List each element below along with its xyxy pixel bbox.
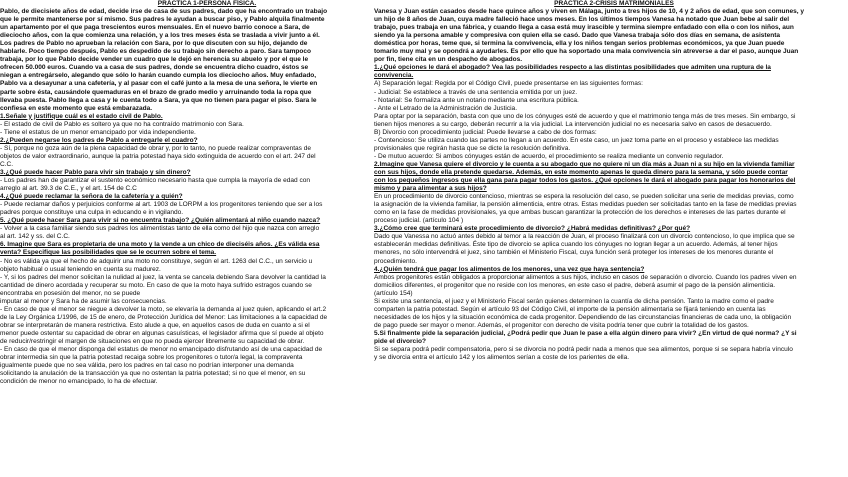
practice-2-line: doméstica por horas, teme que, si termina la convivencia, ella y los niños tengan serios problemas económicos, ya que Juan puede: [374, 40, 785, 48]
practice-1-line: obrar intermedia sin que la patria potestad recaiga sobre los progenitores o tutor/a legal, la compraventa: [0, 354, 303, 362]
practice-1-line: 1.Señale y justifique cuál es el estado civil de Pablo.: [0, 112, 163, 120]
practice-2-line: mismo y para alimentar a sus hijos?: [374, 185, 487, 193]
practice-2-line: - Judicial: Se establece a través de una sentencia emitida por un juez.: [374, 88, 578, 96]
practice-2-line: B) Divorcio con procedimiento judicial: Puede llevarse a cabo de dos formas:: [374, 128, 597, 136]
practice-1-line: 2.¿Pueden negarse los padres de Pablo a entregarle el cuadro?: [0, 136, 198, 144]
practice-2-line: convivencia.: [374, 72, 414, 80]
practice-1-line: al art. 142 y ss. del C.C.: [0, 233, 70, 241]
practice-2-title: PRÁCTICA 2-CRISIS MATRIMONIALES: [554, 0, 674, 7]
practice-2-line: Para optar por la separación, basta con que uno de los cónyuges esté de acuerdo y que el matrimonio tenga más de tres meses. Sin embargo, si: [374, 112, 796, 120]
practice-2-line: proceso judicial. (artículo 104 ): [374, 217, 464, 225]
practice-1-line: - Tiene el estatus de un menor emancipado por vida independiente.: [0, 128, 196, 136]
practice-1-line: Pablo, de diecisiete años de edad, decide irse de casa de sus padres, dado que ha encontrado un trabajo: [0, 8, 328, 16]
practice-1-line: menor puede ostentar su capacidad de obrar en algunas casuísticas, el legislador afirma que sí puede al objeto: [0, 329, 324, 337]
practice-1-line: - En caso de que el menor se niegue a devolver la moto, se elevaría la demanda al juez quien, aplicando el art.2: [0, 305, 327, 313]
practice-1-line: padres porque constituye una culpa in educando e in vigilando.: [0, 209, 184, 217]
practice-2-line: 1.¿Qué opciones le dará el abogado? Vea las posibilidades respecto a las distintas posibilidades que admiten una ruptura de la: [374, 64, 771, 72]
practice-1-line: Los padres de Pablo no aprueban la relación con Sara, por lo que discuten con su hijo, dejando de: [0, 40, 308, 48]
practice-2-line: tienen hijos menores a su cargo, deberán recurrir a la vía judicial. La intervención judicial no es necesaria salvo en casos de desacuerdo.: [374, 120, 772, 128]
practice-1-body: [0, 8, 414, 386]
practice-1-line: encontraba en posesión del menor, no se puede: [0, 289, 141, 297]
practice-1-line: venta? Especifique las posibilidades que se le ocurren sobre el tema.: [0, 249, 217, 257]
practice-1-line: imputar al menor y Sara ha de asumir las consecuencias.: [0, 297, 167, 305]
practice-1-line: que le permite mantenerse por sí mismo. Sus padres le ayudan a buscar piso, y Pablo alquila finalmente: [0, 16, 325, 24]
practice-1-line: obrar se interpretarán de manera restrictiva. Esto alude a que, en aquellos casos de duda en cuanto a si el: [0, 321, 310, 329]
practice-1-line: objeto habitual o usual teniendo en cuenta su madurez.: [0, 265, 161, 273]
practice-1-column: [0, 0, 414, 386]
practice-1-line: - Los padres han de garantizar el sustento económico necesario hasta que cumpla la mayoría de edad con: [0, 177, 311, 185]
practice-2-line: Dado que Vanessa no actuó antes debido al temor a la reacción de Juan, el proceso finalizará con un divorcio contencioso, lo que implica que se: [374, 233, 795, 241]
practice-1-line: un apartamento por el que paga trescientos euros mensuales. En el nuevo barrio conoce a Sara, de: [0, 24, 310, 32]
practice-2-line: 2.Imagine que Vanesa quiere el divorcio y le cuenta a su abogado que no quiere ni un día más a Juan ni a su hijo en la vivienda familiar: [374, 160, 795, 168]
practice-1-line: - Volver a la casa familiar siendo sus padres los alimentistas tanto de ella como del hijo que nazca con arreglo: [0, 225, 320, 233]
practice-2-line: con los pequeños ingresos que ella gana para pagar todos los gastos. ¿Qué opciones le dará el abogado para pagar los honorarios del: [374, 177, 796, 185]
practice-1-line: 5. ¿Qué puede hacer Sara para vivir si no encuentra trabajo? ¿Quién alimentará al niño cuando nazca?: [0, 217, 321, 225]
practice-2-line: pide el divorcio?: [374, 337, 427, 345]
practice-1-line: C.C.: [0, 160, 14, 168]
practice-2-column: [374, 0, 848, 362]
practice-2-line: con sus hijos, donde ella pretende quedarse. Además, en este momento apenas le queda dinero para la semana, y sólo puede contar: [374, 168, 788, 176]
practice-2-line: 4.¿Quién tendrá que pagar los alimentos de los menores, una vez que haya sentencia?: [374, 265, 645, 273]
practice-1-line: igualmente puede que no sea válida, pero los padres en tal caso no podrían interponer una demanda: [0, 362, 294, 370]
practice-2-line: un hijo de 8 años de Juan, cuya madre falleció hace unos meses. En los últimos tiempos Vanesa ha notado que Juan bebe al salir del: [374, 16, 790, 24]
practice-1-line: llevaba puesta. Pablo llega a casa y le cuenta todo a Sara, ya que no tienen para pagar el piso. Sara le: [0, 96, 317, 104]
practice-2-line: la asignación de la vivienda familiar, la pensión alimenticia, entre otras. Estas medidas pueden ser solicitadas tanto en la fase de medidas previas: [374, 201, 797, 209]
practice-2-line: Vanesa y Juan están casados desde hace quince años y viven en Málaga, junto a tres hijos de 10, 4 y 2 años de edad, que son comunes, y: [374, 8, 805, 16]
practice-1-title: PRÁCTICA 1-PERSONA FÍSICA.: [157, 0, 257, 7]
practice-2-line: como en la fase de medidas provisionales, ya que ambas buscan garantizar la protección de los derechos e intereses de las partes durante el: [374, 209, 786, 217]
practice-2-line: comparten la patria potestad. Según el artículo 93 del Código Civil, el importe de la pensión alimentaria se fijará teniendo en cuenta las: [374, 305, 766, 313]
practice-2-line: establecerán medidas definitivas. Éste tipo de divorcio se aplica cuando los cónyuges no logran llegar a un acuerdo. Además, al tener hijos: [374, 241, 778, 249]
practice-1-line: arreglo al art. 39.3 de C.E., y el art. 154 de C.C: [0, 185, 137, 193]
practice-2-line: A) Separación legal: Regida por el Código Civil, puede presentarse en las siguientes formas:: [374, 80, 643, 88]
practice-2-line: domicilios diferentes, el progenitor que no reside con los menores, en este caso el padre, deberá asumir el pago de la pensión alimenticia.: [374, 281, 776, 289]
practice-1-line: confiesa en este momento que está embarazada.: [0, 104, 153, 112]
practice-2-line: - Ante el Letrado de la Administración de Justicia.: [374, 104, 518, 112]
practice-2-line: Ambos progenitores están obligados a proporcionar alimentos a sus hijos, incluso en casos de separación o divorcio. Cuando los padres viven en: [374, 273, 797, 281]
practice-1-line: dieciocho años, con la que comienza una relación, y a los tres meses ésta se traslada a vivir junto a él.: [0, 32, 320, 40]
practice-2-line: (artículo 154): [374, 289, 413, 297]
practice-2-line: por fin, tiene cita en un despacho de abogados.: [374, 56, 523, 64]
practice-1-line: ofrecen 50.000 euros. Cuando va a casa de sus padres, donde se encuentra dicho cuadro, éstos se: [0, 64, 309, 72]
practice-2-line: trabajo, pues trabaja en una fábrica, y cuando llega a casa está muy irascible y termina siempre enfadado con ella o con los niños, aun: [374, 24, 794, 32]
practice-2-line: provisionales que regirán hasta que se dicte la resolución definitiva.: [374, 144, 571, 152]
practice-1-line: - No es válida ya que el hecho de adquirir una moto no constituye, según el art. 1263 del C.C., un servicio u: [0, 257, 313, 265]
practice-2-body: [374, 8, 848, 362]
practice-1-line: Pablo va a desayunar a una cafetería, y al pasar con el café junto a la mesa de una señora, le vierte en: [0, 80, 318, 88]
practice-1-line: 6. Imagine que Sara es propietaria de una moto y la vende a un chico de dieciséis años. ¿Es válida esa: [0, 241, 320, 249]
practice-2-line: 3.¿Cómo cree que terminará este procedimiento de divorcio? ¿Habrá medidas definitivas? ¿Por qué?: [374, 225, 691, 233]
practice-1-line: condición de menor no emancipado, lo ha de efectuar.: [0, 378, 158, 386]
practice-2-line: - De mutuo acuerdo: Si ambos cónyuges están de acuerdo, el procedimiento se realiza mediante un convenio regulador.: [374, 152, 724, 160]
practice-1-line: hablarle. Poco tiempo después, Pablo es despedido de su trabajo sin derecho a paro. Sara tampoco: [0, 48, 312, 56]
practice-2-line: - Contencioso: Se utiliza cuando las partes no llegan a un acuerdo. En este caso, un juez toma parte en el proceso y establece las medidas: [374, 136, 779, 144]
practice-1-line: solicitando la anulación de la transacción ya que no ostentan la patria potestad; si no que el menor, en su: [0, 370, 306, 378]
practice-1-line: - Sí, porque no goza aún de la plena capacidad de obrar y, por lo tanto, no puede realizar compraventas de: [0, 144, 312, 152]
practice-1-line: 3.¿Qué puede hacer Pablo para vivir sin trabajo y sin dinero?: [0, 168, 191, 176]
practice-2-line: tomarlo muy mal y se opondrá a ayudarles. Es por ello que ha soportado una mala convivencia sin atreverse a dar el paso, aunque Juan: [374, 48, 799, 56]
practice-2-line: 5.Si finalmente pide la separación judicial, ¿Podrá pedir que Juan le pase a ella algún dinero para vivir? ¿En virtud de qué norma? ¿Y si: [374, 329, 797, 337]
practice-1-line: 4.¿Qué puede reclamar la señora de la cafetería y a quién?: [0, 193, 183, 201]
practice-1-line: objetos de valor extraordinario, aunque la patria potestad haya sido extinguida de acuerdo con el art. 247 del: [0, 152, 316, 160]
practice-2-line: Si se separa podrá pedir compensatoria, pero si se divorcia no podrá pedir nada a menos que sea alimentos, porque si se separa habría vínculo: [374, 346, 793, 354]
practice-2-line: Si existe una sentencia, el juez y el Ministerio Fiscal serán quienes determinen la cuantía de dicha pensión. Tanto la madre como el padre: [374, 297, 774, 305]
practice-1-line: trabaja, por lo que Pablo decide vender un cuadro que le dejó en herencia su abuelo y por el que le: [0, 56, 309, 64]
practice-1-line: de reducir/restringir el margen de situaciones en que no pueda ejercer libremente su capacidad de obrar.: [0, 337, 305, 345]
practice-2-line: - Notarial: Se formaliza ante un notario mediante una escritura pública.: [374, 96, 579, 104]
practice-2-line: de pago puede ser mayor o menor. Además, el progenitor con derecho de visita podría tener que cubrir la totalidad de los gastos.: [374, 321, 749, 329]
practice-1-line: - Y, si los padres del menor solicitan la nulidad al juez, la venta se cancela debiendo Sara devolver la cantidad la: [0, 273, 326, 281]
practice-1-line: - Puede reclamar daños y perjuicios conforme al art. 1903 de LORPM a los progenitores teniendo que ser a los: [0, 201, 323, 209]
practice-2-line: procedimiento.: [374, 257, 417, 265]
practice-1-line: - En caso de que el menor disponga del estatus de menor no emancipado disfrutando así de una capacidad de: [0, 346, 323, 354]
practice-1-line: de la Ley Orgánica 1/1996, de 15 de enero, de Protección Jurídica del Menor: Las limitaciones a la capacidad de: [0, 313, 328, 321]
practice-1-line: - El estado de civil de Pablo es soltero ya que no ha contraído matrimonio con Sara.: [0, 120, 244, 128]
practice-2-line: menores, no sólo intervendrá el juez, sino también el Ministerio Fiscal, cuya función será proteger los intereses de los menores durante el: [374, 249, 774, 257]
practice-2-line: En un procedimiento de divorcio contencioso, mientras se espera la resolución del caso, se pueden solicitar una serie de medidas previas, como: [374, 193, 794, 201]
practice-1-line: parte sobre ésta, causándole quemaduras en el brazo de grado medio y arruinando toda la ropa que: [0, 88, 312, 96]
practice-1-line: cantidad de dinero acordada y recuperar su moto. En caso de que la moto haya sufrido estragos cuando se: [0, 281, 312, 289]
practice-2-line: necesidades de los hijos y la situación económica de cada progenitor. Dependiendo de las circunstancias financieras de cada uno, la obligación: [374, 313, 792, 321]
practice-2-line: y se divorcia entra el artículo 142 y los alimentos serían a coste de los parientes de ella.: [374, 354, 630, 362]
practice-1-line: niegan a entregárselo, alegando que sólo lo harán cuando cumpla los dieciocho años. Muy enfadado,: [0, 72, 317, 80]
practice-2-line: siendo ya la persona amable y compresiva con quien ella se casó. Dado que Vanesa trabaja sólo dos días en semana, de asistenta: [374, 32, 781, 40]
